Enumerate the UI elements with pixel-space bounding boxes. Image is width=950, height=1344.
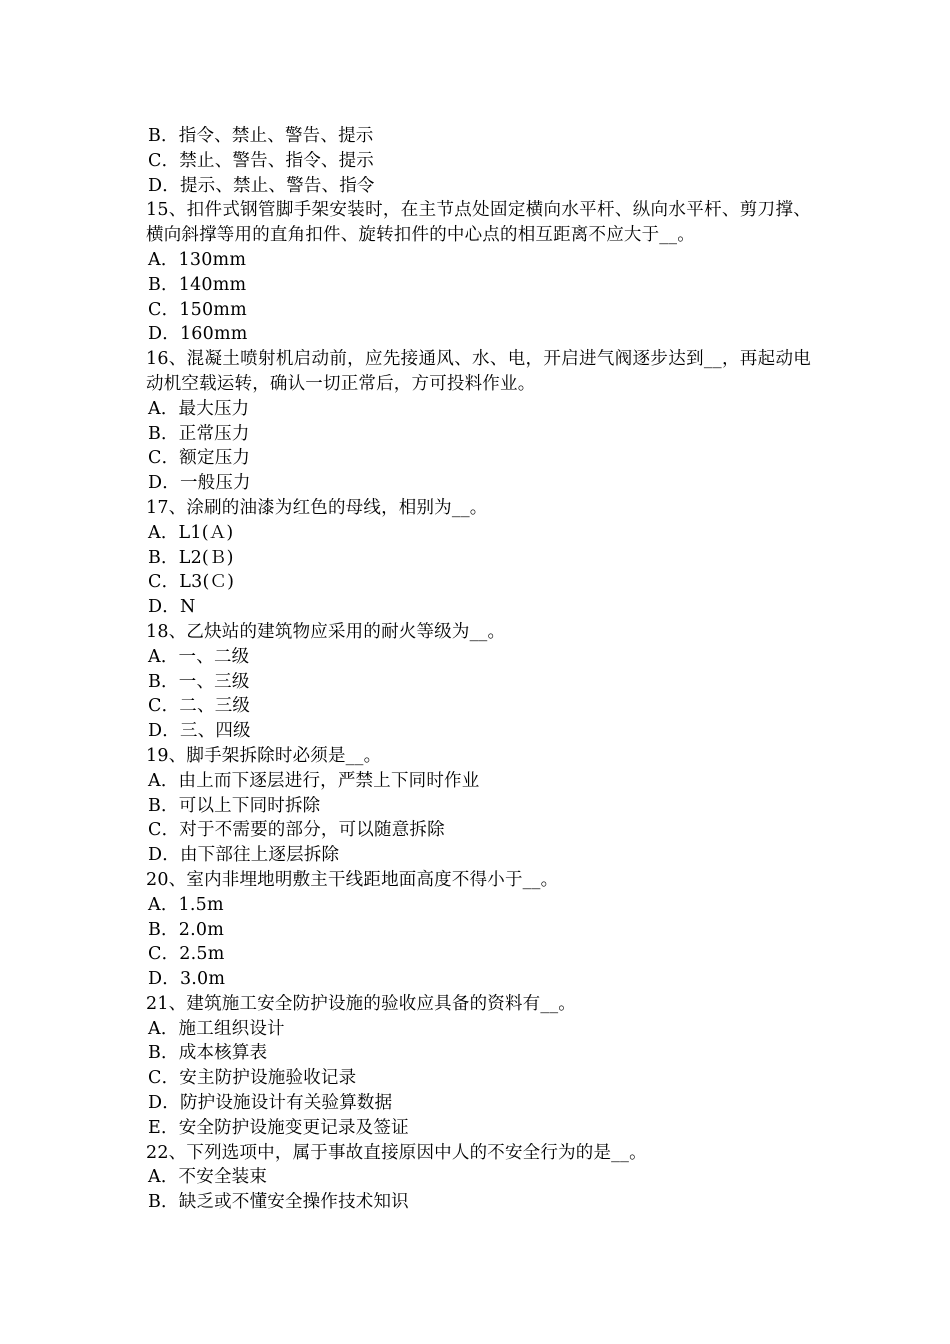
option-text: 130mm: [178, 249, 247, 270]
question-block: [146, 347, 811, 496]
question-text: 20、室内非埋地明敷主干线距地面高度不得小于__。: [146, 869, 559, 890]
option-letter: A．: [148, 770, 179, 791]
option-letter: C．: [148, 1068, 180, 1089]
option-letter: A．: [148, 1018, 179, 1039]
option-letter: C．: [148, 299, 180, 320]
answer-option: [146, 322, 811, 347]
answer-option: [146, 595, 811, 620]
option-letter: B．: [148, 671, 179, 692]
answer-option: [146, 1066, 811, 1091]
answer-option: [146, 546, 811, 571]
answer-option: [146, 794, 811, 819]
option-text: 指令、禁止、警告、提示: [178, 126, 374, 146]
option-letter: B．: [148, 547, 179, 568]
option-letter: A．: [148, 646, 179, 667]
question-text: 17、涂刷的油漆为红色的母线，相别为__。: [146, 497, 488, 518]
option-text: L2(Ｂ): [178, 547, 234, 568]
answer-option: [146, 248, 811, 273]
option-text: 可以上下同时拆除: [178, 795, 321, 816]
question-text: 21、建筑施工安全防护设施的验收应具备的资料有__。: [146, 993, 576, 1014]
option-text: 禁止、警告、指令、提示: [179, 150, 374, 171]
option-text: N: [179, 597, 196, 618]
question-text: 15、扣件式钢管脚手架安装时，在主节点处固定横向水平杆、纵向水平杆、剪刀撑、横向斜撑等用的直角扣件、旋转扣件的中心点的相互距离不应大于__。: [146, 200, 811, 246]
answer-option: [146, 670, 811, 695]
option-text: 对于不需要的部分，可以随意拆除: [179, 820, 445, 841]
answer-option: [146, 570, 811, 595]
answer-option: [146, 694, 811, 719]
question-text: 22、下列选项中，属于事故直接原因中人的不安全行为的是__。: [146, 1142, 647, 1163]
option-letter: C．: [148, 944, 180, 965]
option-letter: D．: [148, 324, 180, 345]
question-block: [146, 620, 811, 744]
answer-option: [146, 521, 811, 546]
answer-option: [146, 397, 811, 422]
answer-option: [146, 422, 811, 447]
option-text: 安主防护设施验收记录: [179, 1068, 357, 1089]
question-block: [146, 868, 811, 992]
option-text: 二、三级: [179, 696, 251, 717]
question-text: 19、脚手架拆除时必须是__。: [146, 745, 382, 766]
question-block: [146, 124, 811, 198]
answer-option: [146, 942, 811, 967]
option-text: 提示、禁止、警告、指令: [179, 175, 375, 196]
option-text: L3(Ｃ): [179, 572, 235, 593]
answer-option: [146, 1041, 811, 1066]
option-letter: C．: [148, 150, 180, 171]
answer-option: [146, 298, 811, 323]
option-letter: A．: [148, 249, 179, 270]
answer-option: [146, 893, 811, 918]
option-text: 防护设施设计有关验算数据: [179, 1093, 393, 1114]
option-letter: A．: [148, 894, 179, 915]
answer-option: [146, 471, 811, 496]
option-letter: D．: [148, 845, 180, 866]
answer-option: [146, 149, 811, 174]
option-letter: D．: [148, 175, 180, 196]
option-letter: D．: [148, 1093, 180, 1114]
option-letter: B．: [148, 1043, 179, 1064]
option-text: 三、四级: [179, 721, 251, 742]
option-letter: D．: [148, 969, 180, 990]
option-letter: B．: [148, 1192, 179, 1213]
answer-option: [146, 1190, 811, 1215]
question-block: [146, 198, 811, 347]
option-text: 2.0m: [178, 919, 224, 940]
option-letter: B．: [148, 795, 179, 816]
answer-option: [146, 446, 811, 471]
option-letter: C．: [148, 448, 180, 469]
option-letter: C．: [148, 696, 180, 717]
option-text: 3.0m: [179, 969, 226, 990]
answer-option: [146, 843, 811, 868]
option-text: 由下部往上逐层拆除: [179, 845, 340, 866]
answer-option: [146, 273, 811, 298]
option-letter: B．: [148, 919, 179, 940]
option-text: 施工组织设计: [178, 1018, 285, 1039]
option-text: 2.5m: [179, 944, 225, 965]
option-text: 不安全装束: [178, 1167, 268, 1188]
option-letter: B．: [148, 274, 179, 295]
option-letter: A．: [148, 522, 179, 543]
option-text: 一般压力: [179, 473, 251, 494]
answer-option: [146, 124, 811, 149]
option-text: 150mm: [179, 299, 247, 320]
option-text: 160mm: [179, 324, 248, 345]
option-text: 一、三级: [178, 671, 250, 692]
option-letter: B．: [148, 126, 179, 146]
question-block: [146, 496, 811, 620]
option-text: 成本核算表: [178, 1043, 268, 1064]
answer-option: [146, 918, 811, 943]
option-text: 一、二级: [178, 646, 250, 667]
option-letter: D．: [148, 721, 180, 742]
option-letter: D．: [148, 597, 180, 618]
option-text: 缺乏或不懂安全操作技术知识: [178, 1192, 409, 1213]
option-text: 由上而下逐层进行，严禁上下同时作业: [178, 770, 480, 791]
answer-option: [146, 769, 811, 794]
option-text: 正常压力: [178, 423, 250, 444]
option-letter: A．: [148, 398, 179, 419]
answer-option: [146, 1017, 811, 1042]
answer-option: [146, 719, 811, 744]
option-text: 安全防护设施变更记录及签证: [178, 1117, 409, 1138]
question-block: [146, 744, 811, 868]
option-text: 额定压力: [179, 448, 251, 469]
option-letter: A．: [148, 1167, 179, 1188]
answer-option: [146, 174, 811, 199]
option-text: 1.5m: [178, 894, 224, 915]
option-text: 140mm: [178, 274, 247, 295]
question-block: [146, 1141, 811, 1215]
option-text: L1(Ａ): [178, 522, 234, 543]
answer-option: [146, 1116, 811, 1141]
answer-option: [146, 818, 811, 843]
option-letter: C．: [148, 572, 180, 593]
answer-option: [146, 645, 811, 670]
option-letter: E．: [148, 1117, 179, 1138]
question-text: 18、乙炔站的建筑物应采用的耐火等级为__。: [146, 621, 506, 642]
option-letter: D．: [148, 473, 180, 494]
answer-option: [146, 1165, 811, 1190]
answer-option: [146, 967, 811, 992]
answer-option: [146, 1091, 811, 1116]
option-letter: C．: [148, 820, 180, 841]
question-block: [146, 992, 811, 1141]
option-text: 最大压力: [178, 398, 250, 419]
question-text: 16、混凝土喷射机启动前，应先接通风、水、电，开启进气阀逐步达到__，再起动电动机空载运转，确认一切正常后，方可投料作业。: [146, 349, 811, 394]
question-list: [146, 124, 811, 1215]
option-letter: B．: [148, 423, 179, 444]
